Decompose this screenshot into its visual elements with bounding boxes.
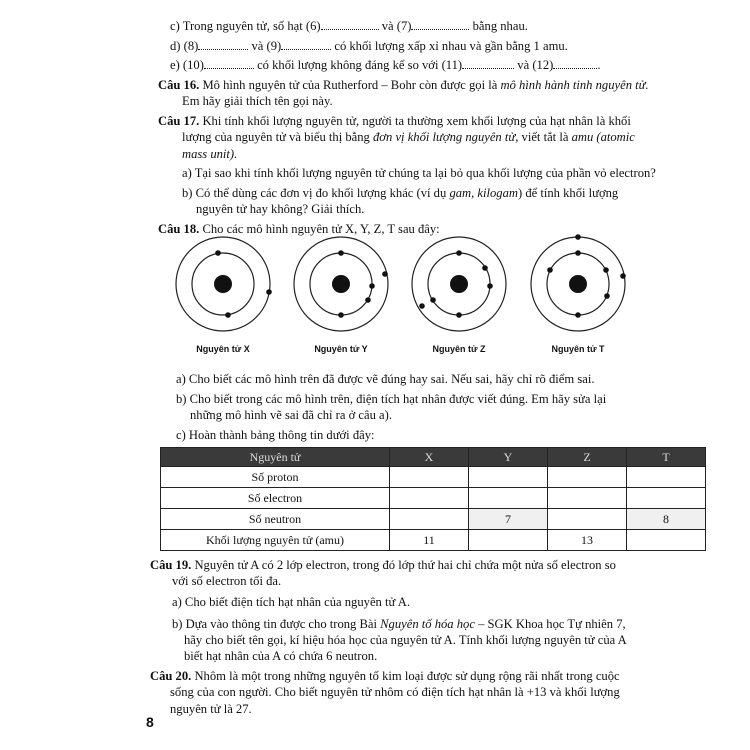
line-d-part1: d) (8) (170, 38, 199, 53)
q17-line2b: , viết tắt là (515, 130, 572, 144)
row-label: Số proton (161, 467, 390, 488)
q19-b2: hãy cho biết tên gọi, kí hiệu hóa học của nguyên tử A. Tính khối lượng nguyên tử của A (184, 632, 627, 647)
atom-t-icon (523, 234, 633, 344)
table-cell[interactable]: 7 (469, 509, 548, 530)
row-label: Số electron (161, 488, 390, 509)
q18-parts (176, 371, 626, 443)
fill-line-d (158, 38, 618, 55)
blank-6[interactable] (321, 18, 379, 30)
blank-9[interactable] (281, 38, 331, 50)
q16-line2: Em hãy giải thích tên gọi này. (182, 94, 333, 108)
atom-x-icon (168, 234, 278, 344)
fill-line-c (158, 18, 618, 35)
q16-italic: mô hình hành tinh nguyên tử. (500, 77, 649, 92)
q16-label: Câu 16. (158, 77, 200, 92)
line-c-part1: c) Trong nguyên tử, số hạt (6) (170, 19, 321, 33)
table-cell[interactable] (469, 467, 548, 488)
q19-label: Câu 19. (150, 558, 192, 572)
table-cell[interactable] (548, 467, 627, 488)
line-e-part1: e) (10) (170, 58, 204, 72)
question-20 (150, 668, 630, 684)
q19-b1b: – SGK Khoa học Tự nhiên 7, (474, 616, 626, 631)
table-cell[interactable] (548, 509, 627, 530)
q18-label: Câu 18. (158, 221, 200, 236)
q18-b1: b) Cho biết trong các mô hình trên, điện tích hạt nhân được viết đúng. Em hãy sửa lại (176, 391, 607, 406)
blank-8[interactable] (198, 38, 248, 50)
table-header: T (627, 448, 706, 467)
q17-line1: Khi tính khối lượng nguyên tử, người ta thường xem khối lượng của hạt nhân là khối (199, 113, 631, 128)
table-cell[interactable]: 13 (548, 530, 627, 551)
table-header-row (161, 448, 706, 467)
blank-11[interactable] (462, 57, 514, 69)
q19-a: a) Cho biết điện tích hạt nhân của nguyên tử A. (172, 595, 411, 610)
question-17 (158, 113, 631, 130)
q20-line1: Nhôm là một trong những nguyên tố kim loại được sử dụng rộng rãi nhất trong cuộc (191, 669, 620, 684)
blank-10[interactable] (204, 57, 254, 69)
q17-b1 (158, 185, 618, 202)
q19-b1a: b) Dựa vào thông tin được cho trong Bài (172, 616, 381, 631)
page-number: 8 (146, 714, 154, 730)
atom-z-label: Nguyên tử Z (432, 344, 486, 354)
line-d-part3: có khối lượng xấp xỉ nhau và gần bằng 1 amu. (331, 38, 568, 53)
q20-line3: nguyên tử là 27. (170, 701, 252, 716)
table-row (161, 509, 706, 530)
table-cell[interactable]: 8 (627, 509, 706, 530)
q18-text: Cho các mô hình nguyên tử X, Y, Z, T sau đây: (199, 221, 440, 236)
line-c-part3: bằng nhau. (469, 19, 528, 33)
question-19 (150, 557, 630, 573)
line-e-part2: có khối lượng không đáng kể so với (11) (253, 58, 463, 72)
q18-a: a) Cho biết các mô hình trên đã được vẽ đúng hay sai. Nếu sai, hãy chỉ rõ điểm sai. (176, 372, 595, 386)
page-body (158, 18, 656, 237)
atom-x (168, 234, 278, 364)
table-header: Y (469, 448, 548, 467)
q17-line3: mass unit). (182, 146, 238, 161)
atom-y (286, 234, 396, 364)
atom-diagrams (168, 234, 638, 364)
table-cell[interactable] (627, 530, 706, 551)
atom-z (404, 234, 514, 364)
line-d-part2: và (9) (248, 38, 282, 53)
atom-y-label: Nguyên tử Y (314, 344, 368, 354)
q20-label: Câu 20. (150, 669, 192, 684)
q19-b3: biết hạt nhân của A có chứa 6 neutron. (184, 649, 378, 664)
atom-z-icon (404, 234, 514, 344)
table-header: Nguyên tử (161, 448, 390, 467)
q18-b2: những mô hình vẽ sai đã chỉ ra ở câu a). (190, 408, 392, 422)
q17-line2a: lượng của nguyên tử và biểu thị bằng (182, 130, 373, 144)
q19-line1: Nguyên tử A có 2 lớp electron, trong đó lớp thứ hai chỉ chứa một nửa số electron so (191, 558, 616, 572)
q17-b2: nguyên tử hay không? Giải thích. (196, 202, 365, 216)
atom-t-label: Nguyên tử T (551, 344, 605, 354)
blank-12[interactable] (553, 57, 597, 69)
q19-b1i: Nguyên tố hóa học (380, 616, 475, 631)
q17-label: Câu 17. (158, 113, 200, 128)
table-cell[interactable]: 11 (390, 530, 469, 551)
atom-y-icon (286, 234, 396, 344)
q20-line2: sống của con người. Cho biết nguyên tử nhôm có điện tích hạt nhân là +13 và khối lượng (170, 685, 620, 700)
q17-line2 (158, 129, 635, 146)
table-cell[interactable] (627, 488, 706, 509)
q19-b1 (150, 616, 630, 632)
table-row (161, 467, 706, 488)
q18-c: c) Hoàn thành bảng thông tin dưới đây: (176, 427, 375, 442)
q17-line2i: đơn vị khối lượng nguyên tử (373, 130, 516, 144)
atom-t (523, 234, 633, 364)
question-16 (158, 77, 649, 94)
table-cell[interactable] (627, 467, 706, 488)
line-c-part2: và (7) (378, 19, 412, 33)
table-row (161, 488, 706, 509)
table-cell[interactable] (469, 488, 548, 509)
questions-19-20 (150, 557, 630, 717)
line-e-part3: và (12) (514, 58, 554, 72)
line-e-part4: . (597, 58, 601, 72)
table-cell[interactable] (390, 509, 469, 530)
row-label: Số neutron (161, 509, 390, 530)
table-row (161, 530, 706, 551)
q17-b1b: ) để tính khối lượng (518, 185, 619, 200)
table-header: X (390, 448, 469, 467)
blank-7[interactable] (411, 18, 469, 30)
row-label: Khối lượng nguyên tử (amu) (161, 530, 390, 551)
table-cell[interactable] (390, 467, 469, 488)
q19-line2: với số electron tối đa. (172, 574, 282, 589)
q16-text: Mô hình nguyên tử của Rutherford – Bohr còn được gọi là (199, 77, 501, 92)
q17-b1a: b) Có thể dùng các đơn vị đo khối lượng khác (ví dụ (182, 185, 450, 200)
info-table (160, 447, 706, 551)
q17-line2c: amu (atomic (571, 130, 635, 144)
table-cell[interactable] (390, 488, 469, 509)
q17-b1i: gam, kilogam (449, 185, 518, 200)
table-cell[interactable] (548, 488, 627, 509)
table-cell[interactable] (469, 530, 548, 551)
fill-line-e (158, 57, 618, 74)
atom-x-label: Nguyên tử X (196, 344, 250, 354)
table-header: Z (548, 448, 627, 467)
q17-a: a) Tại sao khi tính khối lượng nguyên tử chúng ta lại bỏ qua khối lượng của phần vỏ electron? (182, 166, 656, 180)
